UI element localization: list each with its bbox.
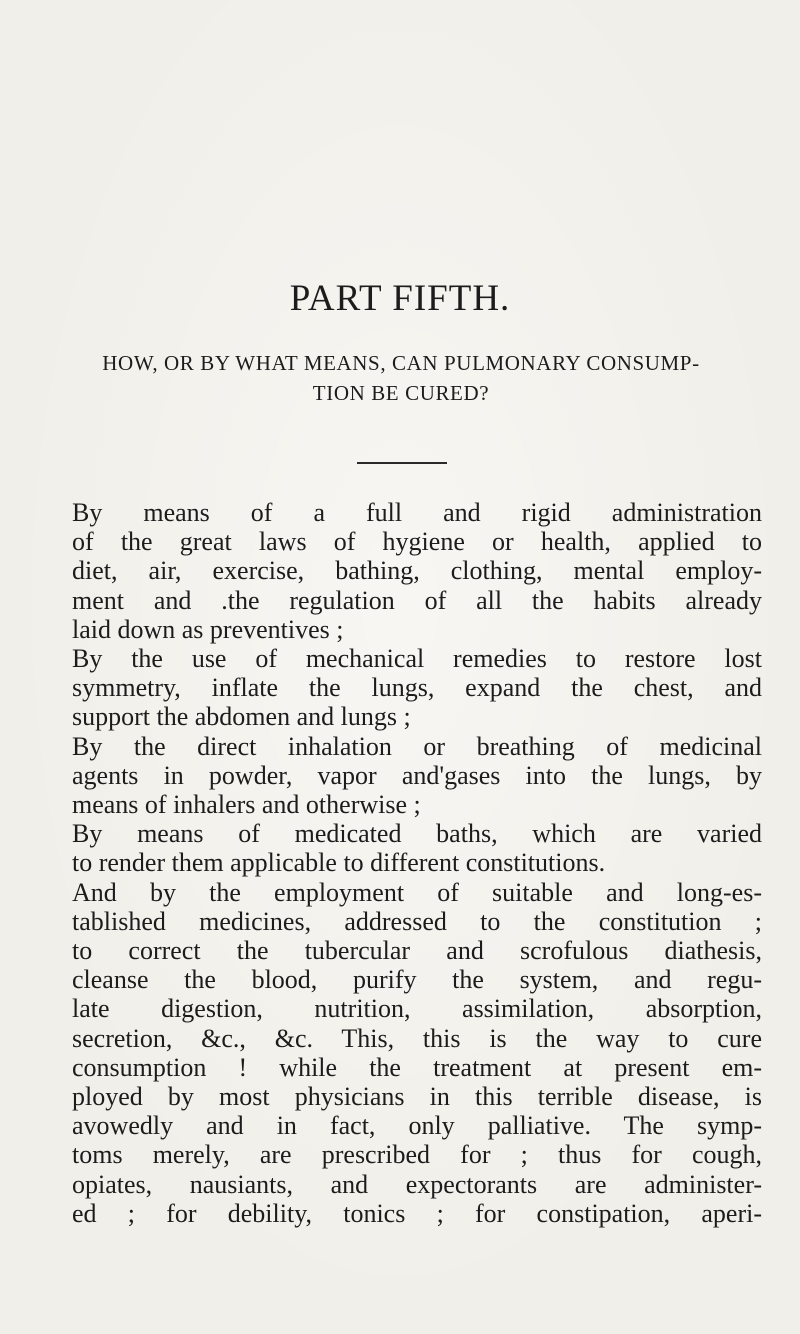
paragraph-medicines	[48, 878, 762, 1228]
text-line: ment and .the regulation of all the habits already	[72, 585, 762, 615]
text-line: of the great laws of hygiene or health, applied to	[72, 527, 762, 557]
text-line: ployed by most physicians in this terrible disease, is	[72, 1082, 762, 1112]
text-line: ed ; for debility, tonics ; for constipation, aperi-	[72, 1198, 762, 1228]
text-line: late digestion, nutrition, assimilation, absorption,	[72, 994, 762, 1024]
text-line: opiates, nausiants, and expectorants are administer-	[72, 1169, 762, 1199]
paragraph-hygiene	[48, 498, 762, 644]
subtitle-line: HOW, OR BY WHAT MEANS, CAN PULMONARY CONSUMP-	[102, 351, 700, 375]
paragraph-mechanical-remedies	[48, 644, 762, 732]
text-line: to render them applicable to different constitutions.	[72, 848, 606, 878]
text-line: consumption ! while the treatment at present em-	[72, 1052, 762, 1082]
text-line: support the abdomen and lungs ;	[72, 702, 411, 732]
text-line: avowedly and in fact, only palliative. The symp-	[72, 1111, 762, 1141]
text-line: By means of medicated baths, which are varied	[72, 819, 762, 849]
body-text	[48, 498, 762, 1228]
text-line: to correct the tubercular and scrofulous diathesis,	[72, 936, 762, 966]
text-line: By the use of mechanical remedies to restore lost	[72, 644, 762, 674]
chapter-subtitle	[50, 348, 752, 408]
text-line: means of inhalers and otherwise ;	[72, 790, 421, 820]
text-line: symmetry, inflate the lungs, expand the chest, and	[72, 673, 762, 703]
paragraph-inhalation	[48, 732, 762, 820]
text-line: secretion, &c., &c. This, this is the way to cure	[72, 1023, 762, 1053]
text-line: And by the employment of suitable and long-es-	[72, 877, 762, 907]
text-line: diet, air, exercise, bathing, clothing, mental employ-	[72, 556, 762, 586]
part-title: PART FIFTH.	[289, 278, 511, 319]
paragraph-medicated-baths	[48, 819, 762, 877]
text-line: laid down as preventives ;	[72, 614, 344, 644]
text-line: agents in powder, vapor and'gases into the lungs, by	[72, 760, 762, 790]
text-line: toms merely, are prescribed for ; thus for cough,	[72, 1140, 762, 1170]
text-line: By means of a full and rigid administration	[72, 498, 762, 527]
text-line: tablished medicines, addressed to the constitution ;	[72, 906, 762, 936]
subtitle-line: TION BE CURED?	[312, 381, 490, 405]
section-divider	[357, 462, 447, 464]
text-line: cleanse the blood, purify the system, and regu-	[72, 965, 762, 995]
text-line: By the direct inhalation or breathing of medicinal	[72, 731, 762, 761]
